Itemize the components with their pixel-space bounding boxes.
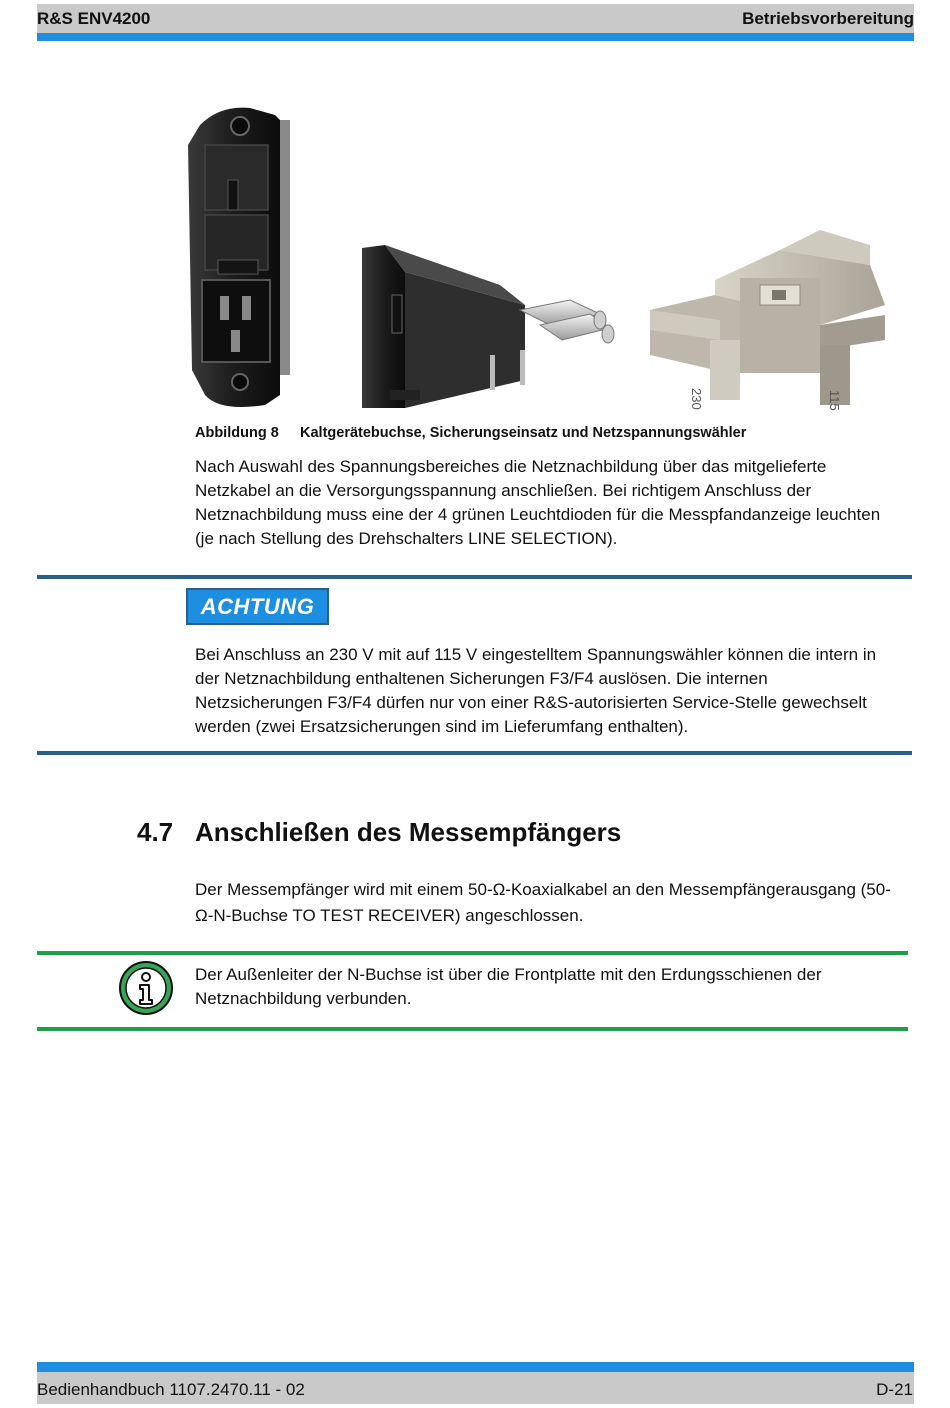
warning-bottom-rule (37, 751, 912, 755)
header-accent-stripe (37, 33, 914, 41)
footer-accent-stripe (37, 1362, 914, 1372)
voltage-selector-photo (650, 230, 885, 411)
warning-top-rule (37, 575, 912, 579)
note-top-rule (37, 951, 908, 955)
figure-caption-label: Abbildung 8 (195, 425, 279, 441)
section-body: Der Messempfänger wird mit einem 50-Ω-Koaxialkabel an den Messempfängerausgang (50-Ω-N-Buchse TO TEST RECEIVER) angeschlossen. (195, 880, 891, 925)
fuse-holder-photo (362, 245, 614, 408)
section-title: Anschließen des Messempfängers (195, 817, 622, 847)
paragraph-connection: Nach Auswahl des Spannungsbereiches die Netznachbildung über das mitgelieferte Netzkabel an die Versorgungsspannung anschließen. Bei richtigem Anschluss der Netznachbildung muss eine der 4 grünen Leuchtdioden für die Messpfandanzeige leuchten (je nach Stellung des Drehschalters LINE SELECTION). (195, 457, 881, 548)
product-photos (180, 100, 900, 418)
warning-badge: ACHTUNG (186, 588, 329, 625)
header-chapter-title: Betriebsvorbereitung (742, 9, 914, 28)
power-inlet-photo (188, 108, 290, 407)
footer-document-id: Bedienhandbuch 1107.2470.11 - 02 (37, 1380, 305, 1399)
info-icon (118, 960, 174, 1016)
figure-caption-text: Kaltgerätebuchse, Sicherungseinsatz und Netzspannungswähler (300, 425, 747, 441)
header-product-name: R&S ENV4200 (37, 9, 151, 28)
note-text: Der Außenleiter der N-Buchse ist über die Frontplatte mit den Erdungsschienen der Netznachbildung verbunden. (195, 965, 822, 1008)
selector-label-230: 230 (689, 388, 704, 410)
warning-text: Bei Anschluss an 230 V mit auf 115 V eingestelltem Spannungswähler können die intern in der Netznachbildung enthaltenen Sicherungen F3/F4 auslösen. Die internen Netzsicherungen F3/F4 dürfen nur von einer R&S-autorisierten Service-Stelle gewechselt werden (zwei Ersatzsicherungen sind im Lieferumfang enthalten). (195, 645, 877, 736)
footer-page-number: D-21 (876, 1380, 913, 1399)
note-bottom-rule (37, 1027, 908, 1031)
section-number: 4.7 (137, 817, 174, 847)
selector-label-115: 115 (827, 390, 842, 411)
